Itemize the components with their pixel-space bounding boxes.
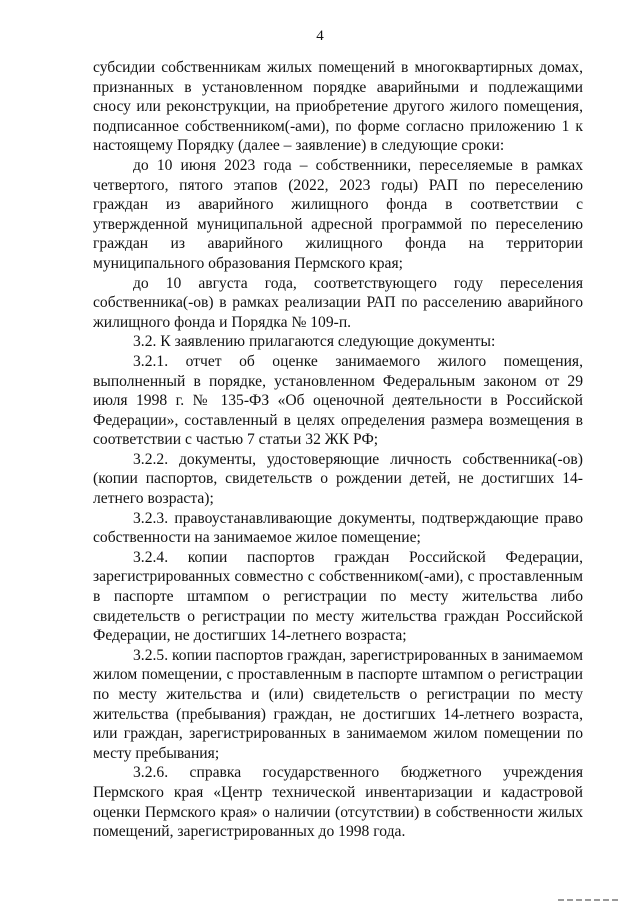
document-body <box>93 58 583 842</box>
paragraph-3-2-5: 3.2.5. копии паспортов граждан, зарегистрированных в занимаемом жилом помещении, с проставленным в паспорте штампом о регистрации по месту жительства и (или) свидетельств о регистрации по месту жительства (пребывания) граждан, не достигших 14-летнего возраста, или граждан, зарегистрированных в занимаемом жилом помещении по месту пребывания; <box>93 646 583 762</box>
paragraph-3-2: 3.2. К заявлению прилагаются следующие документы: <box>133 333 496 351</box>
paragraph-3-2-4: 3.2.4. копии паспортов граждан Российской Федерации, зарегистрированных совместно с собственником(-ами), с проставленным в паспорте штампом о регистрации по месту жительства либо свидетельств о регистрации по месту жительства граждан Российской Федерации, не достигших 14-летнего возраста; <box>93 548 583 645</box>
paragraph-3-2-1: 3.2.1. отчет об оценке занимаемого жилого помещения, выполненный в порядке, установленном Федеральным законом от 29 июля 1998 г. № 135-ФЗ «Об оценочной деятельности в Российской Федерации», составленный в целях определения размера возмещения в соответствии с частью 7 статьи 32 ЖК РФ; <box>93 352 583 449</box>
paragraph-3-2-2: 3.2.2. документы, удостоверяющие личность собственника(-ов) (копии паспортов, свидетельств о рождении детей, не достигших 14-летнего возраста); <box>93 450 583 508</box>
paragraph-3-2-3: 3.2.3. правоустанавливающие документы, подтверждающие право собственности на занимаемое жилое помещение; <box>93 509 583 547</box>
paragraph-deadline-august: до 10 августа года, соответствующего году переселения собственника(-ов) в рамках реализации РАП по расселению аварийного жилищного фонда и Порядка № 109-п. <box>93 274 583 331</box>
page-number: 4 <box>316 28 324 44</box>
footer-dotted-line <box>558 899 620 901</box>
paragraph-3-2-6: 3.2.6. справка государственного бюджетного учреждения Пермского края «Центр технической инвентаризации и кадастровой оценки Пермского края» о наличии (отсутствии) в собственности жилых помещений, зарегистрированных до 1998 года. <box>93 764 583 841</box>
paragraph-deadline-june: до 10 июня 2023 года – собственники, переселяемые в рамках четвертого, пятого этапов (2022, 2023 годы) РАП по переселению граждан из аварийного жилищного фонда в соответствии с утвержденной муниципальной адресной программой по переселению граждан из аварийного жилищного фонда на территории муниципального образования Пермского края; <box>93 156 583 272</box>
paragraph-continuation: субсидии собственникам жилых помещений в многоквартирных домах, признанных в установленном порядке аварийными и подлежащими сносу или реконструкции, на приобретение другого жилого помещения, подписанное собственником(-ами), по форме согласно приложению 1 к настоящему Порядку (далее – заявление) в следующие сроки: <box>93 59 583 155</box>
